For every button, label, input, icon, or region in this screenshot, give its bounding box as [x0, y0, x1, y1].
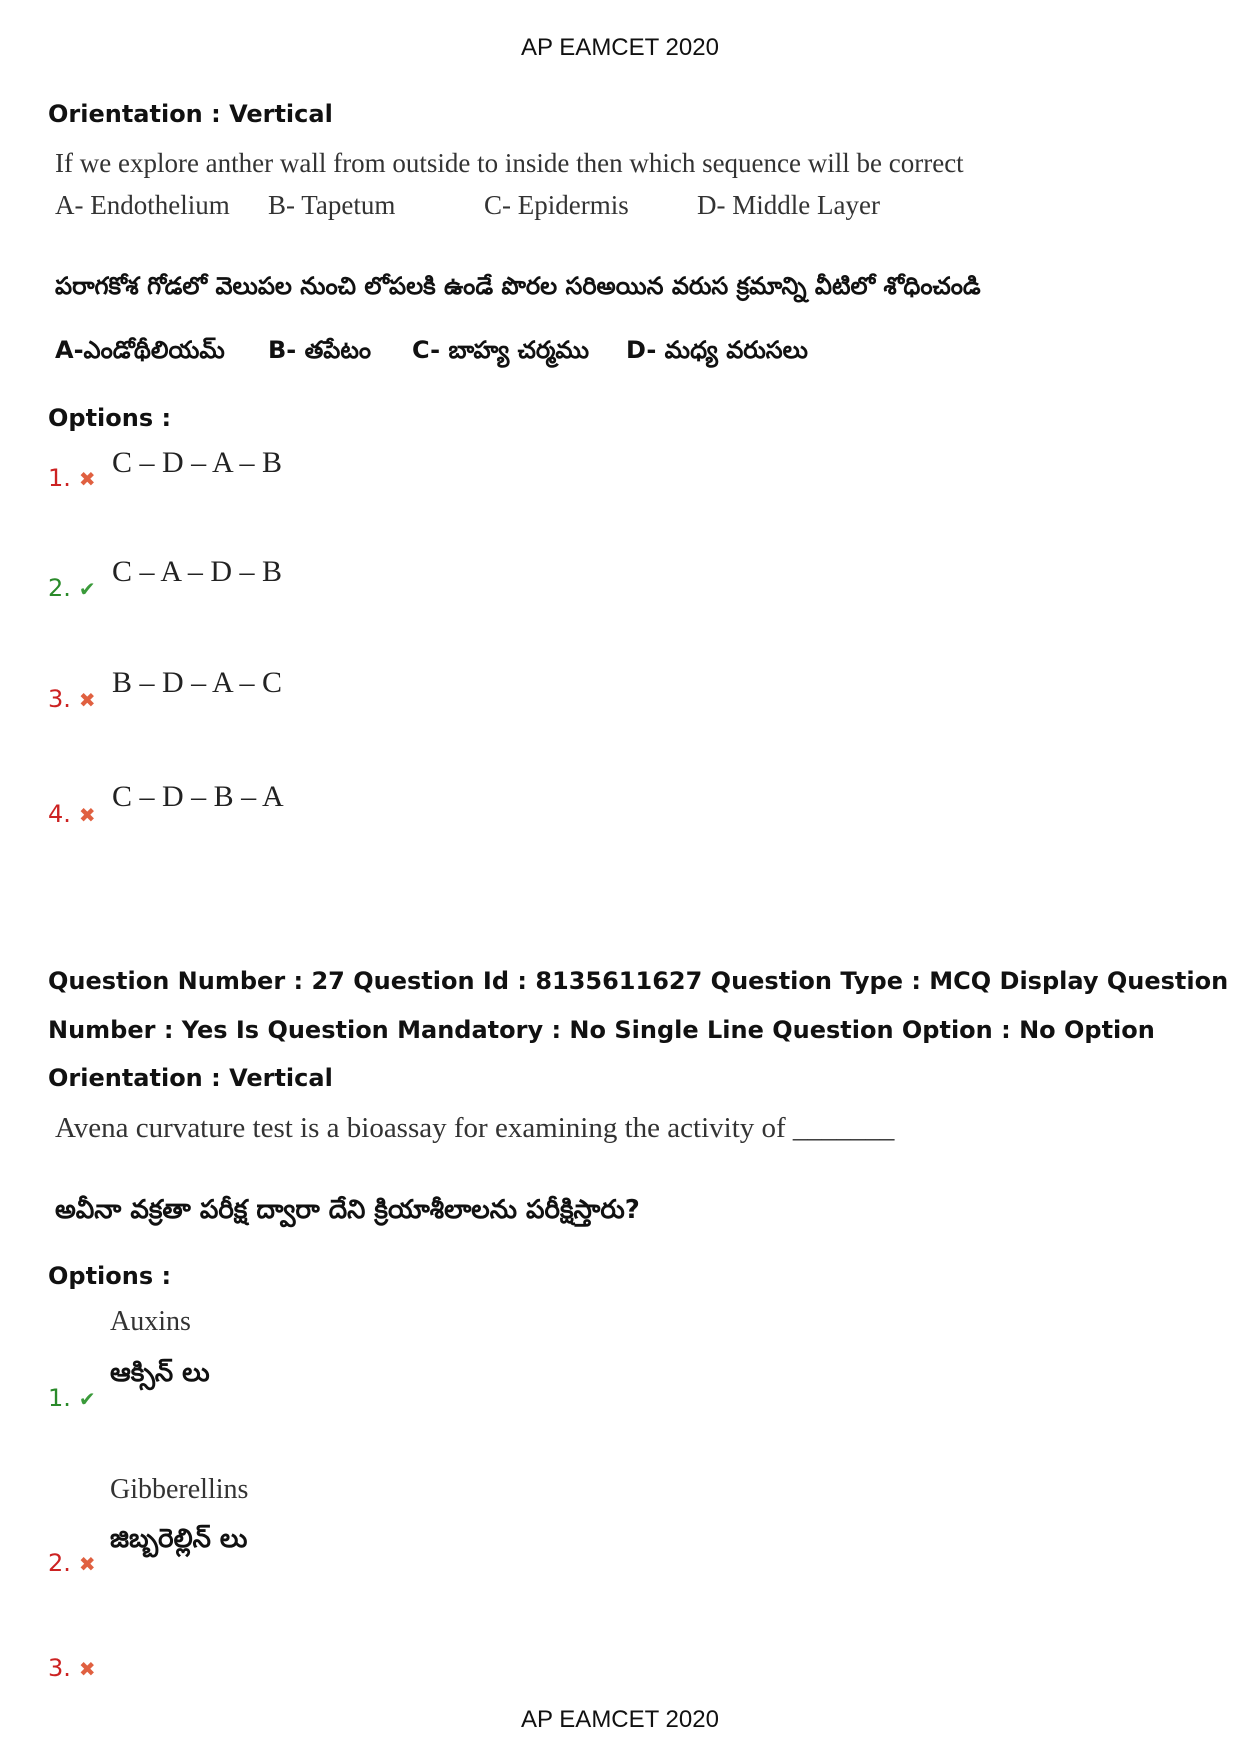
q26-option-3: [48, 685, 96, 713]
q27-option-2: [48, 1549, 96, 1577]
q27-option-3: [48, 1654, 96, 1682]
q26-term-c-te: C- బాహ్య చర్మము: [412, 336, 590, 364]
q26-options-label: Options :: [48, 404, 172, 432]
q27-option-2-text-te: జిబ్బరెల్లిన్ లు: [110, 1524, 248, 1554]
q27-question-te: అవీనా వక్రతా పరీక్ష ద్వారా దేని క్రియాశీలాలను పరీక్షిస్తారు?: [55, 1195, 640, 1225]
q26-orientation: Orientation : Vertical: [48, 100, 333, 128]
q26-option-1-text: C – D – A – B: [112, 446, 283, 479]
q26-term-d-en: D- Middle Layer: [697, 190, 880, 220]
q26-question-te: పరాగకోశ గోడలో వెలుపల నుంచి లోపలకి ఉండే పొరల సరిఅయిన వరుస క్రమాన్ని వీటిలో శోధించండి: [55, 272, 981, 300]
q26-term-d-te: D- మధ్య వరుసలు: [626, 336, 808, 364]
option-number: 2.: [48, 574, 71, 602]
option-number: 3.: [48, 685, 71, 713]
q26-option-2: [48, 574, 96, 602]
page-header: AP EAMCET 2020: [521, 34, 719, 61]
q26-option-2-text: C – A – D – B: [112, 555, 283, 588]
q27-meta-line-2: Number : Yes Is Question Mandatory : No Single Line Question Option : No Option: [48, 1016, 1155, 1044]
option-number: 4.: [48, 800, 71, 828]
q27-option-2-text-en: Gibberellins: [110, 1474, 249, 1505]
page-footer: AP EAMCET 2020: [521, 1706, 719, 1733]
q26-option-4: [48, 800, 96, 828]
q26-term-b-en: B- Tapetum: [268, 190, 396, 220]
q26-term-a-en: A- Endothelium: [55, 190, 230, 220]
cross-icon: ✖: [78, 1552, 96, 1576]
q27-option-1-text-en: Auxins: [110, 1306, 191, 1337]
q27-question-en: Avena curvature test is a bioassay for examining the activity of _______: [55, 1112, 895, 1144]
option-number: 3.: [48, 1654, 71, 1682]
q26-term-a-te: A-ఎండోథీలియమ్: [55, 336, 225, 364]
q27-option-1: [48, 1384, 96, 1412]
q27-option-1-text-te: ఆక్సిన్ లు: [110, 1358, 210, 1388]
q26-term-b-te: B- తపేటం: [268, 336, 372, 364]
q26-option-4-text: C – D – B – A: [112, 780, 284, 813]
cross-icon: ✖: [78, 803, 96, 827]
q27-meta-line-1: Question Number : 27 Question Id : 8135611627 Question Type : MCQ Display Question: [48, 967, 1229, 995]
q26-question-en: If we explore anther wall from outside to inside then which sequence will be correct: [55, 148, 964, 178]
q26-term-c-en: C- Epidermis: [484, 190, 629, 220]
q27-options-label: Options :: [48, 1262, 172, 1290]
q26-option-3-text: B – D – A – C: [112, 666, 283, 699]
cross-icon: ✖: [78, 467, 96, 491]
q26-option-1: [48, 464, 96, 492]
cross-icon: ✖: [78, 688, 96, 712]
check-icon: ✔: [78, 1387, 96, 1411]
q27-orientation: Orientation : Vertical: [48, 1064, 333, 1092]
option-number: 1.: [48, 1384, 71, 1412]
option-number: 1.: [48, 464, 71, 492]
check-icon: ✔: [78, 577, 96, 601]
cross-icon: ✖: [78, 1657, 96, 1681]
option-number: 2.: [48, 1549, 71, 1577]
